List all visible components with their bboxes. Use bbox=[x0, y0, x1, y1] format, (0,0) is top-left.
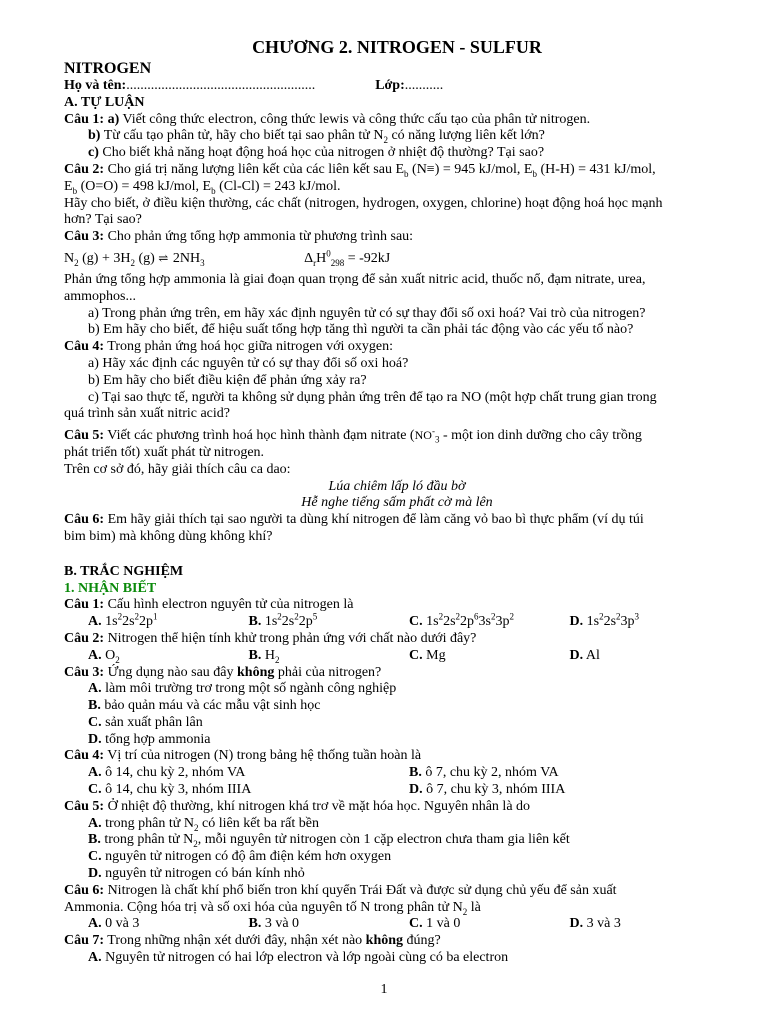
option-letter: C. bbox=[409, 916, 423, 932]
option-letter: B. bbox=[88, 698, 101, 714]
option-letter: A. bbox=[88, 765, 102, 781]
option-a: A. $1s^22s^22p^1$ bbox=[88, 611, 158, 630]
mc-q5 bbox=[64, 799, 730, 816]
option-b: B. $1s^22s^22p^5$ bbox=[248, 611, 318, 630]
option-letter: B. bbox=[248, 647, 262, 663]
option-letter: D. bbox=[409, 782, 423, 798]
option-text: Nguyên tử nitrogen có hai lớp electron và lớp ngoài cùng có ba electron bbox=[101, 950, 509, 966]
item-label: b) bbox=[88, 128, 101, 144]
essay-q1-b bbox=[64, 128, 730, 145]
subscript: 2 bbox=[274, 654, 280, 665]
mc-q4-options-row1 bbox=[64, 765, 730, 782]
question-label: Câu 4: bbox=[64, 748, 105, 764]
subscript: b bbox=[532, 168, 537, 179]
equilibrium-arrow-icon: ⇌ bbox=[158, 250, 170, 265]
mc-q1-options bbox=[64, 611, 730, 631]
enthalpy bbox=[304, 248, 391, 268]
spacer bbox=[64, 546, 730, 564]
equation-text: 2NH bbox=[172, 250, 201, 266]
subscript: 2 bbox=[193, 839, 198, 850]
essay-q4-c: c) Tại sao thực tế, người ta không sử dụng phản ứng trên để tạo ra NO (một hợp chất trung gian trong bbox=[88, 389, 657, 405]
option-letter: D. bbox=[569, 647, 584, 663]
option-text: ô 7, chu kỳ 2, nhóm VA bbox=[421, 765, 559, 781]
text: Viết các phương trình hoá học hình thành đạm nitrate ( bbox=[104, 428, 415, 444]
option-text: ô 7, chu kỳ 3, nhóm IIIA bbox=[422, 782, 566, 798]
option-letter: B. bbox=[248, 916, 262, 932]
part-b-heading: B. TRẮC NGHIỆM bbox=[64, 563, 184, 579]
enthalpy-symbol: H bbox=[316, 250, 327, 266]
essay-q5-text1 bbox=[64, 427, 730, 445]
option-letter: B. bbox=[248, 614, 262, 630]
essay-q3-b: b) Em hãy cho biết, để hiệu suất tổng hợp tăng thì người ta cần phải tác động vào các yếu tố nào? bbox=[88, 322, 634, 338]
part-a-heading: A. TỰ LUẬN bbox=[64, 94, 145, 110]
text: Cấu hình electron nguyên tử của nitrogen là bbox=[104, 597, 354, 613]
mc-q6-options bbox=[64, 916, 730, 933]
essay-q4-a: a) Hãy xác định các nguyên tử có sự thay đổi số oxi hoá? bbox=[88, 355, 409, 371]
equation-text: (g) + 3H bbox=[78, 250, 131, 266]
essay-q3-text1: Phản ứng tổng hợp ammonia là giai đoạn quan trọng để sản xuất nitric acid, thuốc nổ, đạm nitrate, urea, bbox=[64, 271, 646, 287]
text: (H-H) = 431 kJ/mol, bbox=[536, 161, 656, 177]
option-text: nguyên tử nitrogen có bán kính nhỏ bbox=[101, 866, 305, 882]
text: Cho phản ứng tổng hợp ammonia từ phương trình sau: bbox=[104, 229, 414, 245]
option-letter: D. bbox=[88, 731, 102, 747]
option-c bbox=[409, 916, 570, 933]
question-label: Câu 6: bbox=[64, 512, 105, 528]
essay-q1-a bbox=[64, 112, 730, 129]
option-d bbox=[409, 782, 730, 799]
option-letter: C. bbox=[88, 849, 102, 865]
name-dots: ...................................................... bbox=[126, 78, 316, 93]
emphasis: không bbox=[365, 933, 404, 949]
mc-q7 bbox=[64, 933, 730, 950]
student-info-line bbox=[64, 78, 730, 95]
essay-q4-intro bbox=[64, 339, 730, 356]
equation-line bbox=[64, 250, 730, 272]
subscript: b bbox=[404, 168, 409, 179]
option-letter: D. bbox=[88, 866, 102, 882]
subscript: b bbox=[72, 185, 78, 196]
text: (N≡) = 945 kJ/mol, E bbox=[408, 161, 533, 177]
mc-q6-text2 bbox=[64, 900, 730, 917]
option-text: 3 và 0 bbox=[261, 916, 300, 932]
option-letter: D. bbox=[569, 916, 584, 932]
option-text: Mg bbox=[422, 647, 446, 663]
option-text: ô 14, chu kỳ 2, nhóm VA bbox=[101, 765, 246, 781]
essay-q2-line3: Hãy cho biết, ở điều kiện thường, các chất (nitrogen, hydrogen, oxygen, chlorine) hoạt động hoá học mạnh bbox=[64, 195, 663, 211]
question-label: Câu 4: bbox=[64, 339, 105, 355]
part-b-subheading: 1. NHẬN BIẾT bbox=[64, 580, 157, 596]
option-b bbox=[249, 648, 410, 665]
option-text: 3 và 3 bbox=[583, 916, 621, 932]
option-text: H bbox=[261, 647, 275, 663]
text: Ammonia. Cộng hóa trị và số oxi hóa của nguyên tố N trong phân tử N bbox=[64, 899, 463, 915]
page-number: 1 bbox=[380, 982, 388, 997]
subscript: 2 bbox=[130, 257, 135, 268]
option-c: C. $1s^22s^22p^63s^23p^2$ bbox=[409, 611, 514, 630]
section-title: NITROGEN bbox=[64, 60, 152, 77]
mc-q2 bbox=[64, 631, 730, 648]
option-d: D. $1s^22s^23p^3$ bbox=[569, 611, 640, 630]
text: E bbox=[64, 178, 73, 194]
option-a bbox=[88, 648, 249, 665]
subscript: 2 bbox=[383, 135, 388, 146]
option-text: O bbox=[101, 647, 116, 663]
option-letter: A. bbox=[88, 916, 102, 932]
text: Ứng dụng nào sau đây bbox=[104, 664, 238, 680]
item-text: Cho biết khả năng hoạt động hoá học của nitrogen ở nhiệt độ thường? Tại sao? bbox=[98, 145, 545, 161]
text: Nitrogen thể hiện tính khử trong phản ứng với chất nào dưới đây? bbox=[104, 630, 477, 646]
option-d bbox=[570, 916, 731, 933]
option-text: bảo quản máu và các mẫu vật sinh học bbox=[100, 698, 321, 714]
mc-q2-options bbox=[64, 648, 730, 665]
option-letter: C. bbox=[409, 647, 423, 663]
equation-text: N bbox=[64, 250, 75, 266]
option-letter: B. bbox=[88, 832, 101, 848]
question-label: Câu 1: bbox=[64, 597, 105, 613]
option-d bbox=[570, 648, 731, 665]
option-text: tổng hợp ammonia bbox=[101, 731, 211, 747]
text: Ở nhiệt độ thường, khí nitrogen khá trơ về mặt hóa học. Nguyên nhân là do bbox=[104, 798, 531, 814]
essay-q3-text2: ammophos... bbox=[64, 288, 136, 304]
option-b bbox=[409, 765, 730, 782]
question-label: Câu 3: bbox=[64, 664, 105, 680]
question-label: Câu 7: bbox=[64, 933, 105, 949]
formula: NO bbox=[414, 428, 432, 443]
option-d bbox=[64, 866, 730, 883]
option-b bbox=[249, 916, 410, 933]
superscript: - bbox=[431, 426, 435, 437]
essay-q6-text2: bim bim) mà không dùng không khí? bbox=[64, 528, 273, 544]
item-text: Viết công thức electron, công thức lewis và công thức cấu tạo của phân tử nitrogen. bbox=[119, 111, 591, 127]
question-label: Câu 5: bbox=[64, 428, 105, 444]
name-label: Họ và tên: bbox=[64, 78, 127, 93]
subscript: 2 bbox=[193, 822, 199, 833]
question-label: Câu 6: bbox=[64, 882, 105, 898]
option-a bbox=[88, 916, 249, 933]
text: đúng? bbox=[403, 933, 441, 949]
subscript: 2 bbox=[462, 906, 468, 917]
essay-q5-text2: phát triển tốt) xuất phát từ nitrogen. bbox=[64, 444, 265, 460]
option-letter: A. bbox=[88, 614, 102, 630]
option-text: nguyên tử nitrogen có độ âm điện kém hơn oxygen bbox=[101, 849, 392, 865]
text: (O=O) = 498 kJ/mol, E bbox=[77, 178, 212, 194]
text: Nitrogen là chất khí phổ biến tron khí quyển Trái Đất và được sử dụng chủ yếu để sản xuất bbox=[104, 882, 617, 898]
item-label: a) bbox=[107, 111, 120, 127]
text: Vị trí của nitrogen (N) trong bảng hệ thống tuần hoàn là bbox=[104, 748, 422, 764]
essay-q3-a: a) Trong phản ứng trên, em hãy xác định nguyên tử có sự thay đổi số oxi hoá? Vai trò của nitrogen? bbox=[88, 305, 646, 321]
text: Em hãy giải thích tại sao người ta dùng khí nitrogen để làm căng vỏ bao bì thực phẩm (ví dụ túi bbox=[104, 512, 644, 528]
essay-q2-line4: hơn? Tại sao? bbox=[64, 212, 142, 228]
option-text: , mỗi nguyên tử nitrogen còn 1 cặp electron chưa tham gia liên kết bbox=[197, 832, 570, 848]
essay-q4-b: b) Em hãy cho biết điều kiện để phản ứng xảy ra? bbox=[88, 372, 367, 388]
option-letter: C. bbox=[88, 714, 102, 730]
option-a bbox=[64, 816, 730, 833]
option-text: làm môi trường trơ trong một số ngành công nghiệp bbox=[101, 681, 397, 697]
option-letter: C. bbox=[88, 782, 102, 798]
subscript: 2 bbox=[115, 654, 120, 665]
option-c bbox=[64, 715, 730, 732]
essay-q5-text3: Trên cơ sở đó, hãy giải thích câu ca dao: bbox=[64, 461, 291, 477]
option-letter: C. bbox=[409, 614, 423, 630]
text: (Cl-Cl) = 243 kJ/mol. bbox=[215, 178, 341, 194]
option-a bbox=[64, 950, 730, 967]
mc-q4 bbox=[64, 748, 730, 765]
option-text: 0 và 3 bbox=[101, 916, 140, 932]
option-text: có liên kết ba rất bền bbox=[198, 815, 319, 831]
text: Trong phản ứng hoá học giữa nitrogen với oxygen: bbox=[104, 339, 394, 355]
option-letter: A. bbox=[88, 681, 102, 697]
subscript: 3 bbox=[434, 434, 440, 445]
text: phải của nitrogen? bbox=[274, 664, 382, 680]
question-label: Câu 1: bbox=[64, 111, 105, 127]
option-a bbox=[88, 765, 409, 782]
text: Cho giá trị năng lượng liên kết của các liên kết sau E bbox=[104, 161, 405, 177]
enthalpy-value: = -92kJ bbox=[344, 250, 391, 266]
option-letter: A. bbox=[88, 647, 102, 663]
essay-q3-intro bbox=[64, 229, 730, 246]
class-dots: ........... bbox=[404, 78, 444, 93]
option-a bbox=[64, 681, 730, 698]
option-b bbox=[64, 698, 730, 715]
equation-text: (g) bbox=[134, 250, 159, 266]
text: là bbox=[467, 899, 481, 915]
option-d bbox=[64, 732, 730, 749]
chapter-title: CHƯƠNG 2. NITROGEN - SULFUR bbox=[252, 37, 542, 57]
option-text: 1 và 0 bbox=[422, 916, 461, 932]
emphasis: không bbox=[237, 664, 275, 680]
mc-q4-options-row2 bbox=[64, 782, 730, 799]
subscript: b bbox=[211, 185, 216, 196]
option-text: ô 14, chu kỳ 3, nhóm IIIA bbox=[101, 782, 252, 798]
question-label: Câu 5: bbox=[64, 798, 105, 814]
essay-q4-c2: quá trình sản xuất nitric acid? bbox=[64, 406, 230, 422]
option-c bbox=[64, 849, 730, 866]
option-text: sản xuất phân lân bbox=[101, 714, 203, 730]
subscript: r bbox=[313, 257, 317, 268]
option-letter: B. bbox=[409, 765, 422, 781]
poem-line-1: Lúa chiêm lấp ló đầu bờ bbox=[328, 478, 466, 494]
subscript: 3 bbox=[200, 257, 205, 268]
essay-q6-text1 bbox=[64, 512, 730, 529]
mc-q3 bbox=[64, 665, 730, 682]
option-text: trong phân tử N bbox=[101, 815, 194, 831]
text: - một ion dinh dưỡng cho cây trồng bbox=[439, 428, 642, 444]
question-label: Câu 2: bbox=[64, 161, 105, 177]
option-letter: D. bbox=[569, 614, 584, 630]
option-letter: A. bbox=[88, 815, 102, 831]
option-text: trong phân tử N bbox=[100, 832, 194, 848]
nitrate-formula bbox=[414, 426, 440, 445]
class-label: Lớp: bbox=[375, 78, 405, 93]
text: Trong những nhận xét dưới đây, nhận xét nào bbox=[104, 933, 366, 949]
option-letter: A. bbox=[88, 950, 102, 966]
mc-q6-text1 bbox=[64, 883, 730, 900]
subscript: 2 bbox=[74, 257, 79, 268]
item-label: c) bbox=[88, 145, 99, 161]
question-label: Câu 3: bbox=[64, 229, 105, 245]
essay-q2-line1 bbox=[64, 162, 730, 179]
mc-q1 bbox=[64, 597, 730, 614]
option-b bbox=[64, 832, 730, 849]
essay-q2-line2 bbox=[64, 179, 730, 196]
option-c bbox=[409, 648, 570, 665]
item-text: Từ cấu tạo phân tử, hãy cho biết tại sao phân tử N bbox=[100, 128, 384, 144]
poem-line-2: Hễ nghe tiếng sấm phất cờ mà lên bbox=[301, 495, 493, 511]
item-text: có năng lượng liên kết lớn? bbox=[387, 128, 545, 144]
question-label: Câu 2: bbox=[64, 630, 105, 646]
option-text: Al bbox=[583, 647, 600, 663]
essay-q1-c bbox=[64, 145, 730, 162]
superscript: 0 bbox=[326, 248, 331, 259]
delta-symbol: Δ bbox=[304, 250, 314, 266]
document-page bbox=[64, 36, 730, 967]
option-c bbox=[88, 782, 409, 799]
subscript: 298 bbox=[330, 257, 345, 268]
